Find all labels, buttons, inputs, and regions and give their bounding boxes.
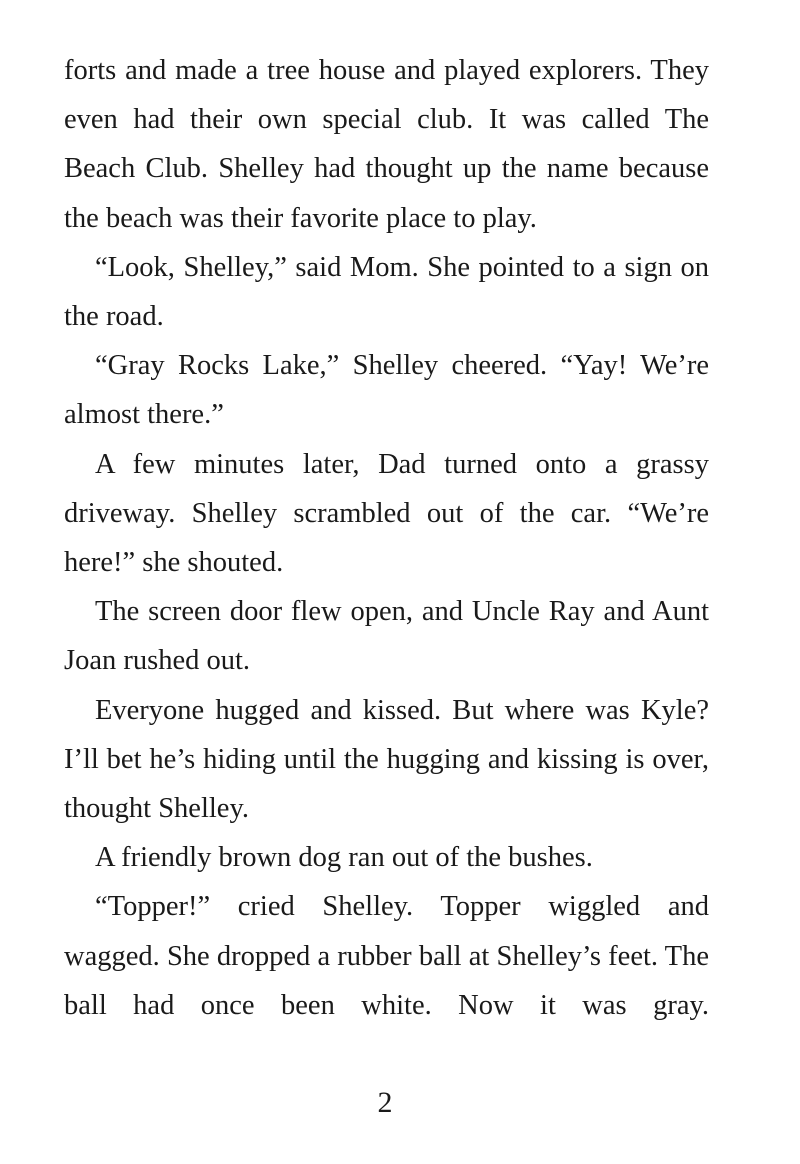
paragraph-topper: “Topper!” cried Shelley. Topper wiggled and wagged. She dropped a rubber ball at Shelley’s feet. The ball had once been white. Now it was gray. (64, 891, 709, 1021)
page-number: 2 (377, 1086, 393, 1119)
paragraph-brown-dog: A friendly brown dog ran out of the bushes. (95, 842, 593, 874)
page-body (64, 46, 709, 1030)
paragraph-driveway: A few minutes later, Dad turned onto a grassy driveway. Shelley scrambled out of the car. “We’re here!” she shouted. (64, 448, 709, 579)
paragraph-screen-door: The screen door flew open, and Uncle Ray and Aunt Joan rushed out. (64, 596, 709, 677)
paragraph-look-shelley: “Look, Shelley,” said Mom. She pointed to a sign on the road. (64, 251, 709, 333)
paragraph-where-was-kyle: Everyone hugged and kissed. But where was Kyle? I’ll bet he’s hiding until the hugging and kissing is over, thought Shelley. (64, 694, 709, 825)
paragraph-gray-rocks-lake: “Gray Rocks Lake,” Shelley cheered. “Yay! We’re almost there.” (64, 350, 709, 431)
paragraph-continued: forts and made a tree house and played explorers. They even had their own special club. It was called The Beach Club. Shelley had thought up the name because the beach was their favorite place to play. (64, 55, 709, 234)
